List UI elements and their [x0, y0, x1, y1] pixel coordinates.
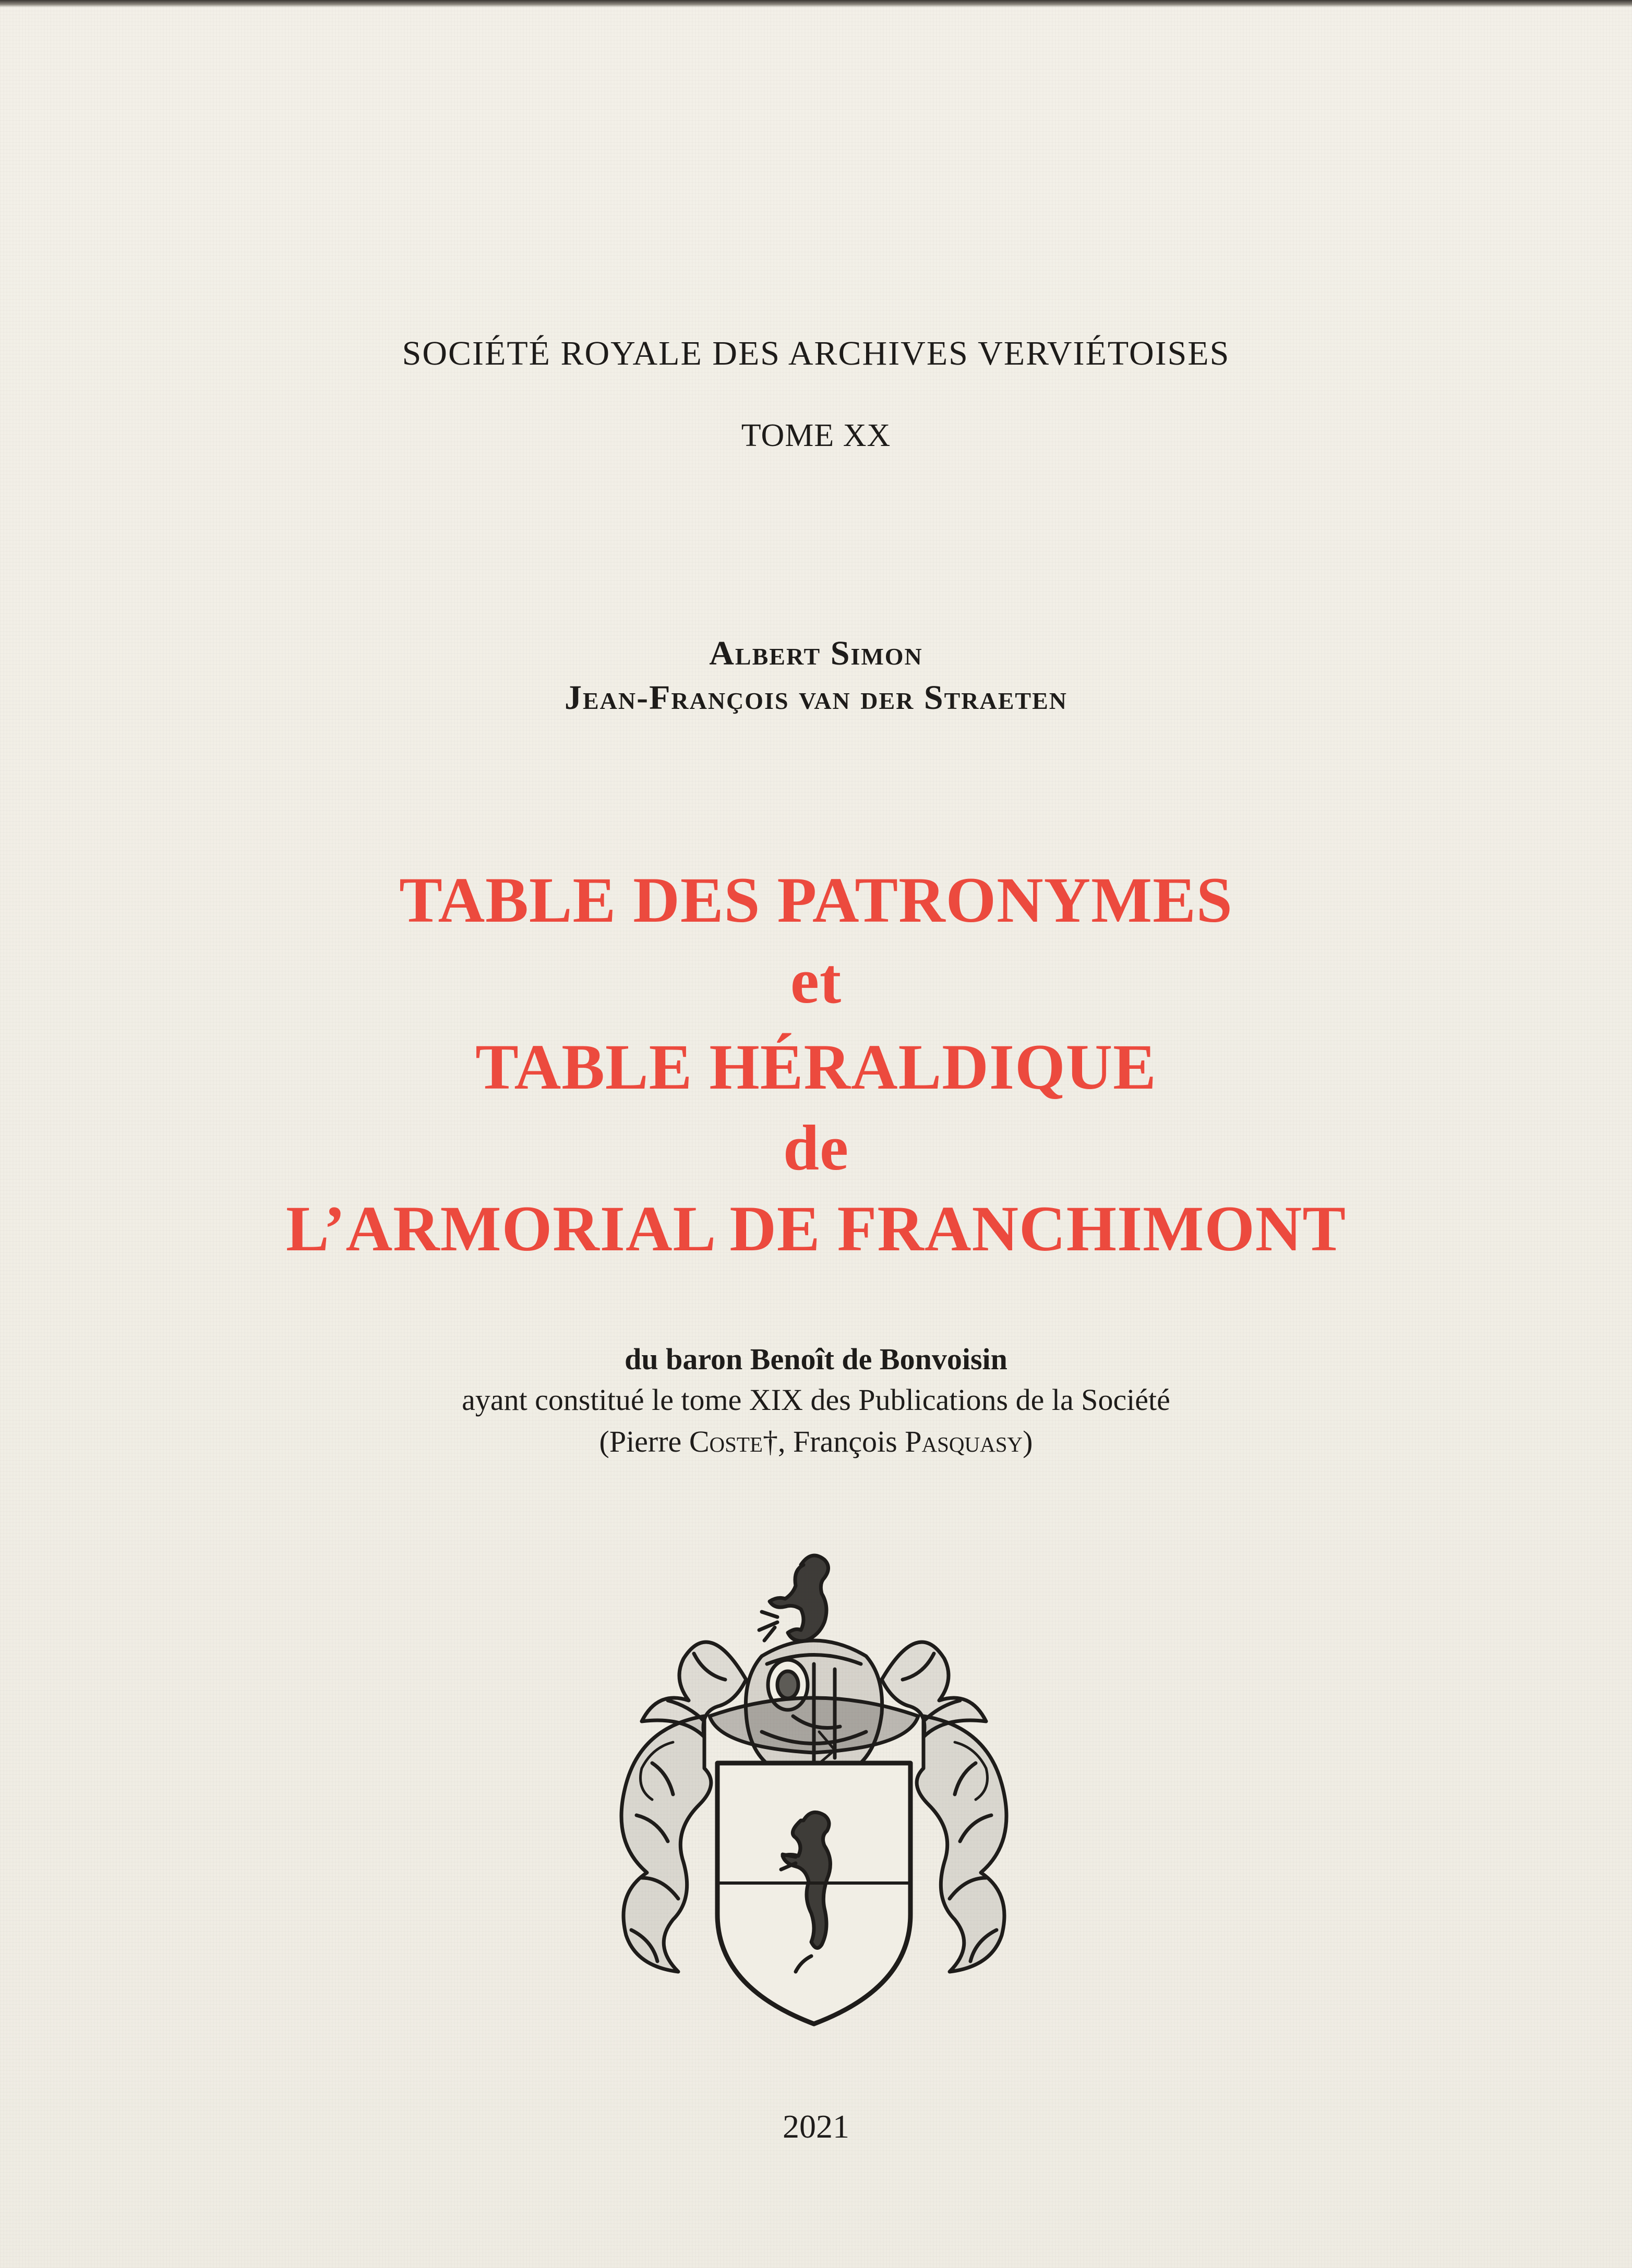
contributors-mid: †, François [763, 1425, 905, 1458]
title-line-3: TABLE HÉRALDIQUE [475, 1031, 1157, 1103]
crest-lion [759, 1555, 829, 1641]
title-line-1: TABLE DES PATRONYMES [399, 864, 1233, 936]
publication-year: 2021 [783, 2108, 849, 2145]
subtitle-tome-xix: ayant constitué le tome XIX des Publications de la Société [462, 1383, 1170, 1417]
title-line-5: L’ARMORIAL DE FRANCHIMONT [285, 1193, 1347, 1264]
cover-top-edge [0, 0, 1632, 7]
subtitle-baron: du baron Benoît de Bonvoisin [625, 1342, 1007, 1376]
mantling-right [917, 1716, 1006, 1972]
coat-of-arms-icon [590, 1544, 1038, 2040]
mantling-left [621, 1716, 711, 1972]
subtitle-contributors [0, 1424, 1632, 1459]
tome-number: TOME XX [741, 418, 891, 453]
torse [710, 1698, 918, 1753]
contributors-close: ) [1023, 1425, 1033, 1458]
contributor-coste: Coste [689, 1425, 763, 1458]
society-name: SOCIÉTÉ ROYALE DES ARCHIVES VERVIÉTOISES [402, 334, 1230, 372]
title-line-2: et [790, 945, 842, 1017]
author-van-der-straeten: Jean-François van der Straeten [564, 679, 1067, 717]
contributors-open: (Pierre [599, 1425, 689, 1458]
title-line-4: de [783, 1112, 849, 1184]
contributor-pasquasy: Pasquasy [905, 1425, 1023, 1458]
author-albert-simon: Albert Simon [709, 634, 923, 672]
